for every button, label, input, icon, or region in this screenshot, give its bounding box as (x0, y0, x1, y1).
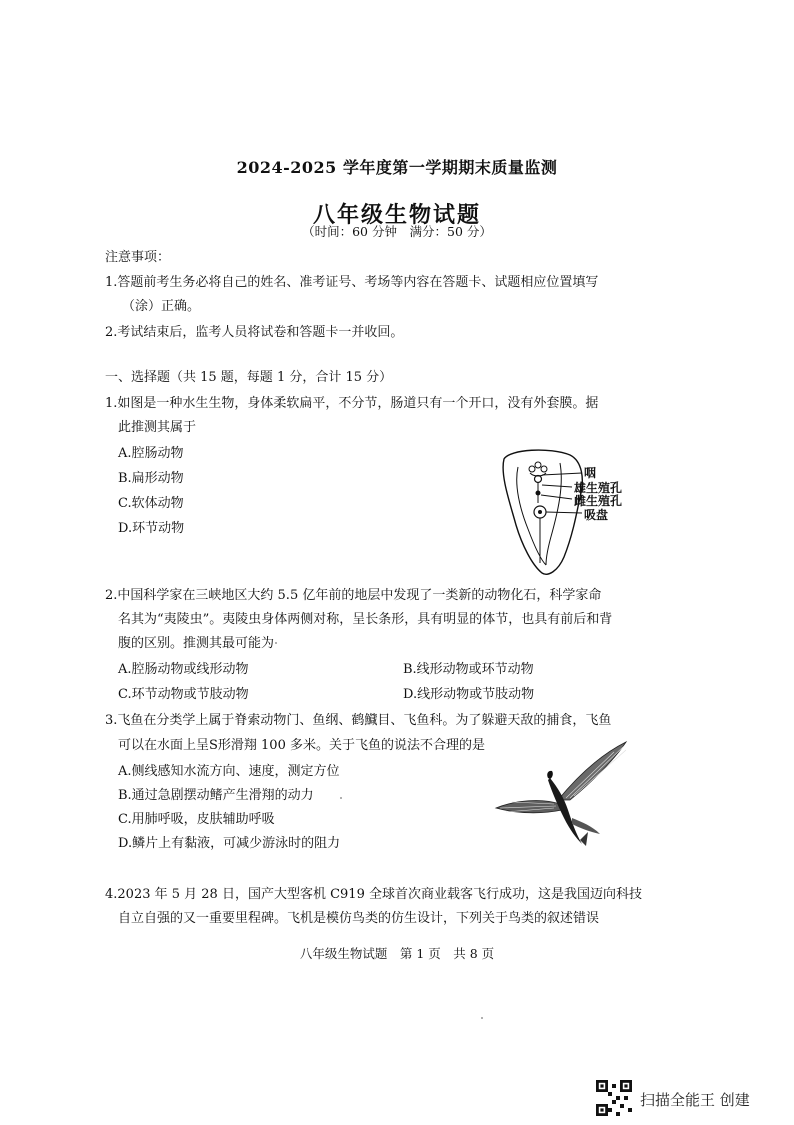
q2-stem-line3: 腹的区别。推测其最可能为 (118, 636, 275, 651)
figure-label-female-pore: 雌生殖孔 (574, 494, 623, 508)
q2-option-d: D.线形动物或节肢动物 (403, 687, 535, 702)
q1-option-c: C.软体动物 (118, 496, 184, 511)
notice-item-1: 1.答题前考生务必将自己的姓名、准考证号、考场等内容在答题卡、试题相应位置填写 (105, 275, 599, 290)
q3-stem-line1: 3.飞鱼在分类学上属于脊索动物门、鱼纲、鹤鱵目、飞鱼科。为了躲避天敌的捕食，飞鱼 (105, 713, 612, 728)
page-footer: 八年级生物试题 第 1 页 共 8 页 (299, 946, 495, 961)
notice-item-2: 2.考试结束后，监考人员将试卷和答题卡一并收回。 (105, 325, 404, 340)
exam-term-title: 2024-2025 学年度第一学期期末质量监测 (236, 158, 558, 177)
q2-stem-line1: 2.中国科学家在三峡地区大约 5.5 亿年前的地层中发现了一类新的动物化石，科学家命 (105, 588, 602, 603)
q3-stem-line2: 可以在水面上呈S形滑翔 100 多米。关于飞鱼的说法不合理的是 (118, 738, 485, 753)
q2-option-b: B.线形动物或环节动物 (403, 662, 534, 677)
q1-option-b: B.扁形动物 (118, 471, 184, 486)
scan-speck (481, 1017, 483, 1019)
q3-option-d: D.鳞片上有黏液，可减少游泳时的阻力 (118, 836, 341, 851)
figure-label-male-pore: 雄生殖孔 (574, 481, 623, 495)
qr-code-icon (596, 1080, 632, 1116)
q2-option-a: A.腔肠动物或线形动物 (118, 662, 249, 677)
q3-option-a: A.侧线感知水流方向、速度，测定方位 (118, 764, 340, 779)
q2-stem-line2: 名其为“夷陵虫”。夷陵虫身体两侧对称，呈长条形，具有明显的体节，也具有前后和背 (118, 612, 613, 627)
scan-speck (340, 797, 342, 799)
notice-heading: 注意事项： (105, 250, 171, 265)
exam-info: （时间：60 分钟 满分：50 分） (302, 224, 492, 239)
q3-option-b: B.通过急剧摆动鳍产生滑翔的动力 (118, 788, 314, 803)
exam-subject-title: 八年级生物试题 (312, 202, 481, 228)
section-heading: 一、选择题（共 15 题，每题 1 分，合计 15 分） (105, 370, 393, 385)
flatworm-figure (490, 445, 640, 580)
q4-stem-line2: 自立自强的又一重要里程碑。飞机是模仿鸟类的仿生设计，下列关于鸟类的叙述错误 (118, 911, 600, 926)
q4-stem-line1: 4.2023 年 5 月 28 日，国产大型客机 C919 全球首次商业载客飞行成功，这是我国迈向科技 (105, 887, 642, 902)
q3-option-c: C.用肺呼吸，皮肤辅助呼吸 (118, 812, 275, 827)
q2-option-c: C.环节动物或节肢动物 (118, 687, 249, 702)
scanner-watermark-label: 扫描全能王 创建 (640, 1091, 750, 1109)
notice-item-1-cont: （涂）正确。 (122, 299, 201, 314)
scan-speck (275, 642, 277, 644)
figure-label-sucker: 吸盘 (584, 508, 609, 522)
q1-option-a: A.腔肠动物 (118, 446, 184, 461)
flying-fish-figure (492, 738, 632, 850)
q1-stem-line1: 1.如图是一种水生生物，身体柔软扁平，不分节，肠道只有一个开口，没有外套膜。据 (105, 396, 599, 411)
figure-label-pharynx: 咽 (584, 466, 597, 480)
q1-option-d: D.环节动物 (118, 521, 185, 536)
q1-stem-line2: 此推测其属于 (118, 420, 197, 435)
